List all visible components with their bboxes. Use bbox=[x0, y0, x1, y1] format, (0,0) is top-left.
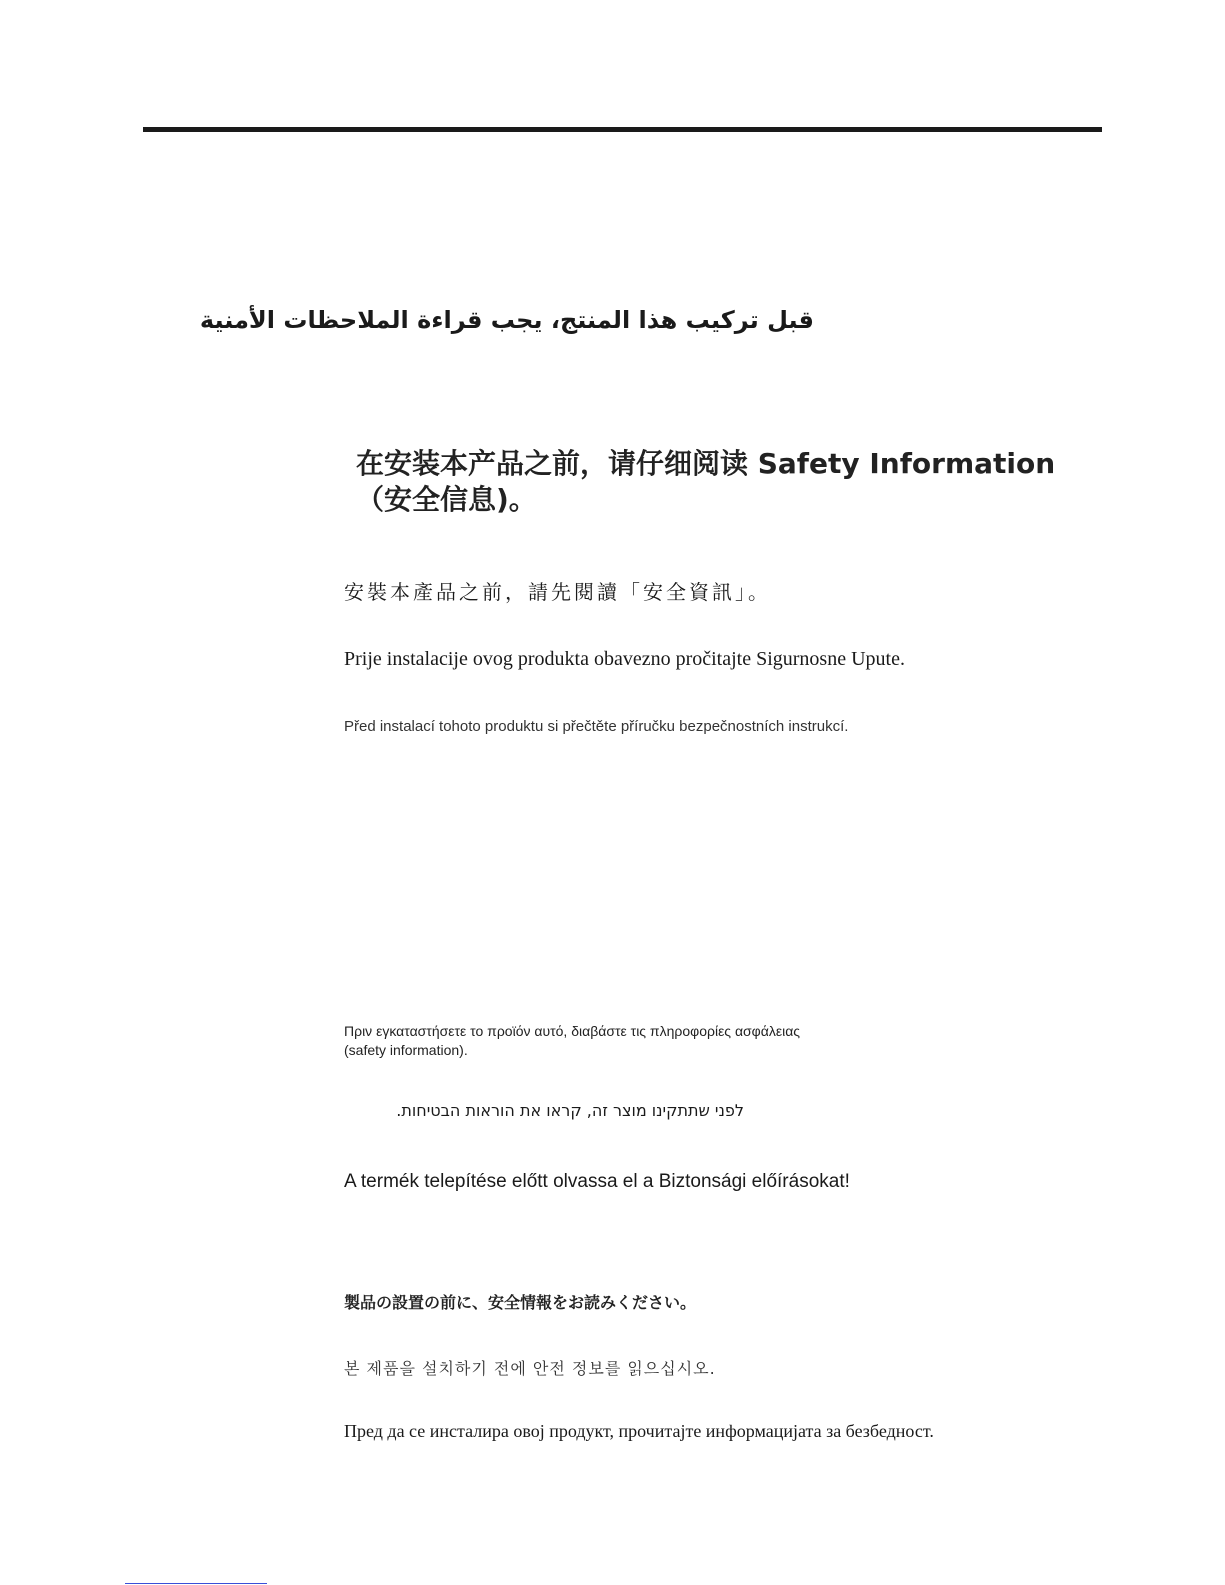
notice-chinese-simplified-line2: （安全信息)。 bbox=[356, 483, 537, 516]
notice-hebrew: לפני שתתקינו מוצר זה, קראו את הוראות הבטיחות. bbox=[396, 1101, 744, 1120]
footnote-rule bbox=[125, 1583, 267, 1584]
notice-croatian: Prije instalacije ovog produkta obavezno pročitajte Sigurnosne Upute. bbox=[344, 648, 905, 670]
notice-chinese-simplified bbox=[356, 446, 1055, 518]
notice-greek-line2: (safety information). bbox=[344, 1042, 468, 1058]
notice-arabic: قبل تركيب هذا المنتج، يجب قراءة الملاحظات الأمنية bbox=[199, 306, 814, 334]
notice-greek-line1: Πριν εγκαταστήσετε το προϊόν αυτό, διαβάστε τις πληροφορίες ασφάλειας bbox=[344, 1023, 801, 1039]
notice-hungarian: A termék telepítése előtt olvassa el a Biztonsági előírásokat! bbox=[344, 1171, 850, 1192]
notice-macedonian: Пред да се инсталира овој продукт, прочитајте информацијата за безбедност. bbox=[344, 1421, 934, 1441]
notice-chinese-simplified-line1: 在安装本产品之前，请仔细阅读 Safety Information bbox=[356, 447, 1056, 480]
top-rule bbox=[143, 127, 1102, 132]
notice-czech: Před instalací tohoto produktu si přečtěte příručku bezpečnostních instrukcí. bbox=[344, 718, 849, 735]
notice-chinese-traditional: 安裝本產品之前，請先閱讀「安全資訊」。 bbox=[344, 580, 771, 604]
notice-korean: 본 제품을 설치하기 전에 안전 정보를 읽으십시오. bbox=[344, 1359, 716, 1378]
notice-greek bbox=[344, 1022, 800, 1060]
notice-japanese: 製品の設置の前に、安全情報をお読みください。 bbox=[344, 1293, 697, 1312]
